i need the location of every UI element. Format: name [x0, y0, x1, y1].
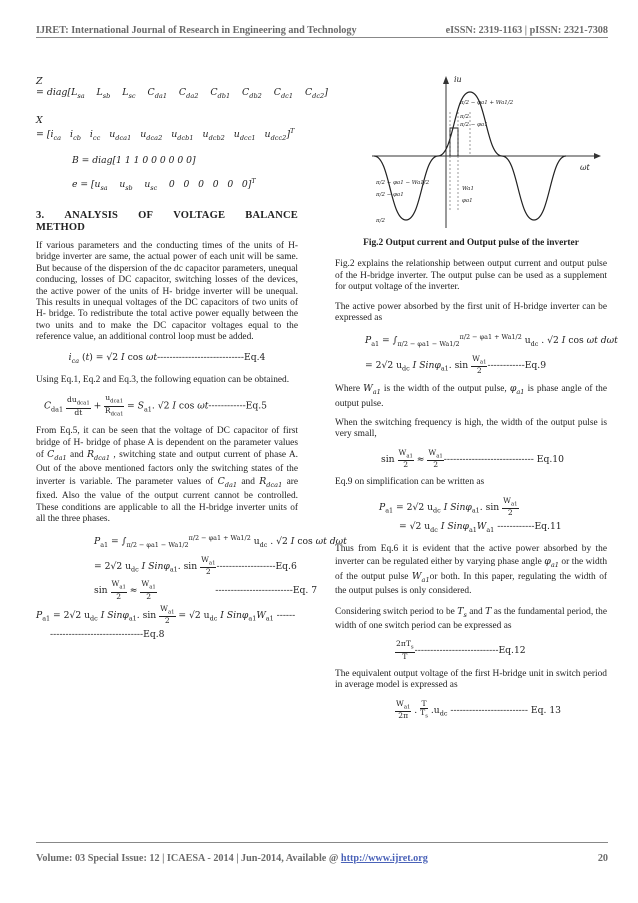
journal-link[interactable]: http://www.ijret.org — [340, 853, 428, 864]
equation-12: $\frac{2\pi T_s}{T}$ ---------------------------Eq.12 — [396, 639, 526, 661]
eq9-tag: ------------Eq.9 — [487, 359, 547, 371]
section-word-3: VOLTAGE — [173, 210, 226, 222]
equation-9a: $P_{a1} = \int_{\pi/2 - \varphi a1 - Wa1/2}^{\pi/2 - \varphi a1 + Wa1/2}$ $u_{dc}$ . √2 I cos ωt dωt — [365, 333, 618, 349]
figure-output-current-pulse — [368, 72, 603, 232]
bottom-label-5: π/2 — [376, 218, 385, 224]
left-label-1: π/2 — [460, 114, 469, 120]
right-column — [335, 232, 618, 724]
equation-6b: = 2√2 $u_{dc}$ I Sinφ$_{a1}$. sin $\frac{W_{a1}}{2}$ -------------------Eq.6 — [94, 554, 297, 577]
eq5-tag: ------------Eq.5 — [208, 400, 268, 412]
issn: eISSN: 2319-1163 | pISSN: 2321-7308 — [445, 25, 608, 36]
paragraph: Thus from Eq.6 it is evident that the active power absorbed by the inverter can be regulated either by varying phase angle $\varphi_{a1}$ or the width of the output pulse $W_{a1}or$ both. In this paper, regulating the width of the output pulses is only considered. — [335, 544, 608, 597]
paragraph: When the switching frequency is high, the width of the output pulse is very small, — [335, 417, 607, 440]
bottom-label-3: Wa1 — [462, 186, 474, 192]
eq11-tag: ------------Eq.11 — [497, 521, 562, 533]
paragraph: Eq.9 on simplification can be written as — [335, 477, 485, 488]
footer-rule — [36, 842, 608, 843]
eq7-tag: -------------------------Eq. 7 — [215, 584, 318, 596]
equation-5: $C_{da1}$ $\frac{du_{dca1}}{dt}$ + $\frac{u_{dca1}}{R_{dca1}}$ = $S_{a1}$. √2 I cos ωt------------Eq.5 — [44, 393, 268, 418]
eq4-tag: ----------------------------Eq.4 — [157, 351, 266, 363]
header-rule — [36, 37, 608, 38]
bottom-label-2: π/2 − φa1 — [376, 192, 404, 198]
page-footer — [36, 853, 608, 864]
paragraph: The active power absorbed by the first unit of H-bridge inverter can be expressed as — [335, 301, 607, 324]
equation-11a: $P_{a1} = 2√2$ $u_{dc}$ I Sinφ$_{a1}$. sin $\frac{W_{a1}}{2}$ — [379, 495, 518, 518]
equation-13: $\frac{W_{a1}}{2\pi}$ . $\frac{T}{T_s}$ $.u_{dc}$ ------------------------- Eq. 13 — [396, 698, 562, 721]
eq-x-body: = [$i_{ca}$ $i_{cb}$ $i_{cc}$ $u_{dca1}$ $u_{dca2}$ $u_{dcb1}$ $u_{dcb2}$ $u_{dcc1}$ $u_{dcc2}]^T$ — [36, 127, 295, 143]
eq-x-label: X — [36, 114, 43, 126]
left-column — [36, 62, 347, 645]
top-label: π/2 − φa1 + Wa1/2 — [460, 100, 514, 106]
section-word-2: OF — [138, 210, 154, 222]
eq12-tag: ---------------------------Eq.12 — [414, 645, 526, 657]
x-axis-arrow — [594, 153, 601, 159]
section-word-1: ANALYSIS — [64, 210, 119, 222]
bottom-label-4: φa1 — [462, 198, 473, 204]
eq-b: B = diag[1 1 1 0 0 0 0 0 0] — [72, 154, 196, 166]
eq10-tag: ----------------------------- Eq.10 — [443, 453, 564, 465]
equation-4: $i_{ca}$ (t) = √2 I cos ωt----------------------------Eq.4 — [68, 351, 266, 365]
eq13-tag: ------------------------- Eq. 13 — [450, 704, 562, 716]
equation-9b: = 2√2 $u_{dc}$ I Sinφ$_{a1}$. sin $\frac{W_{a1}}{2}$ ------------Eq.9 — [365, 353, 547, 376]
paragraph: The equivalent output voltage of the first H-bridge unit in switch period in average model is expressed as — [335, 669, 607, 691]
section-word-5: METHOD — [36, 221, 86, 233]
page-number: 20 — [597, 853, 608, 864]
x-axis-label: ωt — [580, 163, 590, 172]
output-pulse — [450, 128, 458, 156]
section-number: 3. — [36, 210, 45, 222]
left-label-2: π/2 − φa1 — [460, 122, 488, 128]
paragraph: Considering switch period to be $T_s$ and T as the fundamental period, the width of one switch period can be expressed as — [335, 605, 608, 632]
page-header — [36, 14, 608, 36]
section-word-4: BALANCE — [245, 210, 298, 222]
journal-title: IJRET: International Journal of Research in Engineering and Technology — [36, 25, 357, 36]
paragraph: Where $W_{a1}$ is the width of the output pulse, $\varphi_{a1}$ is phase angle of the output pulse. — [335, 383, 608, 409]
paragraph: Fig.2 explains the relationship between output current and output pulse of the H-bridge inverter. The output pulse can be used as a supplement for output voltage of the inverter. — [335, 259, 607, 293]
y-axis-arrow — [443, 76, 449, 84]
eq-z-label: Z — [36, 76, 43, 87]
paragraph: From Eq.5, it can be seen that the voltage of DC capacitor of first bridge of H- bridge of phase A is dependent on the parameter values of $C_{da1}$ and $R_{dca1}$ , switching state and output current of phase A. Out of the above mentioned factors only the switching states of the inverter is variable. The parameter values of $C_{da1}$ and $R_{dca1}$ are fixed. Also the value of the output current cannot be controlled. These conditions are applicable to all the H-bridge inverter units of all the three phases. — [36, 426, 299, 524]
equation-7: sin $\frac{W_{a1}}{2}$ ≈ $\frac{W_{a1}}{2}$ -------------------------Eq. 7 — [94, 579, 318, 601]
equation-8: $P_{a1} = 2√2$ $u_{dc}$ I Sinφ$_{a1}$. sin $\frac{W_{a1}}{2}$ = √2 $u_{dc}$ I $Sin\varphi_{a1}W_{a1}$ ------ — [36, 603, 296, 626]
y-axis-label: iu — [454, 75, 462, 84]
figure-caption: Fig.2 Output current and Output pulse of the inverter — [363, 238, 579, 248]
paragraph: If various parameters and the conducting times of the units of H-bridge inverter are same, the actual power of each unit will be same. But because of the dispersion of the dc capacitor parameters, unequal conducing, losses of DC capacitor, switching losses of the devices, the active power of the units of H- bridge inverter will be unequal. This results in unequal voltages of the DC capacitors of two units of H- bridge. To redistribute the total active power equally between the two units and to make the DC capacitor voltages equal to the reference value, an additional control loop must be added. — [36, 241, 298, 343]
equation-11b: = √2 $u_{dc}$ I $Sin\varphi_{a1}W_{a1}$ ------------Eq.11 — [399, 521, 562, 535]
equation-10: sin $\frac{W_{a1}}{2}$ ≈ $\frac{W_{a1}}{2}$ ----------------------------- Eq.10 — [381, 447, 564, 470]
eq6-tag: -------------------Eq.6 — [216, 560, 297, 572]
bottom-label-1: π/2 − φa1 − Wa1/2 — [376, 180, 430, 186]
equation-6a: $P_{a1} = \int_{\pi/2 - \varphi a1 - Wa1/2}^{\pi/2 - \varphi a1 + Wa1/2}$ $u_{dc}$ . √2 I cos ωt dωt — [94, 534, 347, 550]
paragraph: Using Eq.1, Eq.2 and Eq.3, the following equation can be obtained. — [36, 374, 290, 385]
footer-info: Volume: 03 Special Issue: 12 | ICAESA - 2014 | Jun-2014, Available @ http://www.ijret.org — [36, 853, 428, 864]
eq-z-body: = $diag[L_{sa}$ $L_{sb}$ $L_{sc}$ $C_{da1}$ $C_{da2}$ $C_{db1}$ $C_{db2}$ $C_{dc1}$ $C_{dc2}$] — [36, 87, 328, 101]
waveform-plot — [368, 72, 603, 232]
section-heading — [36, 210, 298, 233]
eq-e: $e = [u_{sa}$ $u_{sb}$ $u_{sc}$ 0 0 0 0 0 0]$^T$ — [72, 176, 256, 192]
equation-8-tag: ------------------------------Eq.8 — [50, 629, 165, 641]
